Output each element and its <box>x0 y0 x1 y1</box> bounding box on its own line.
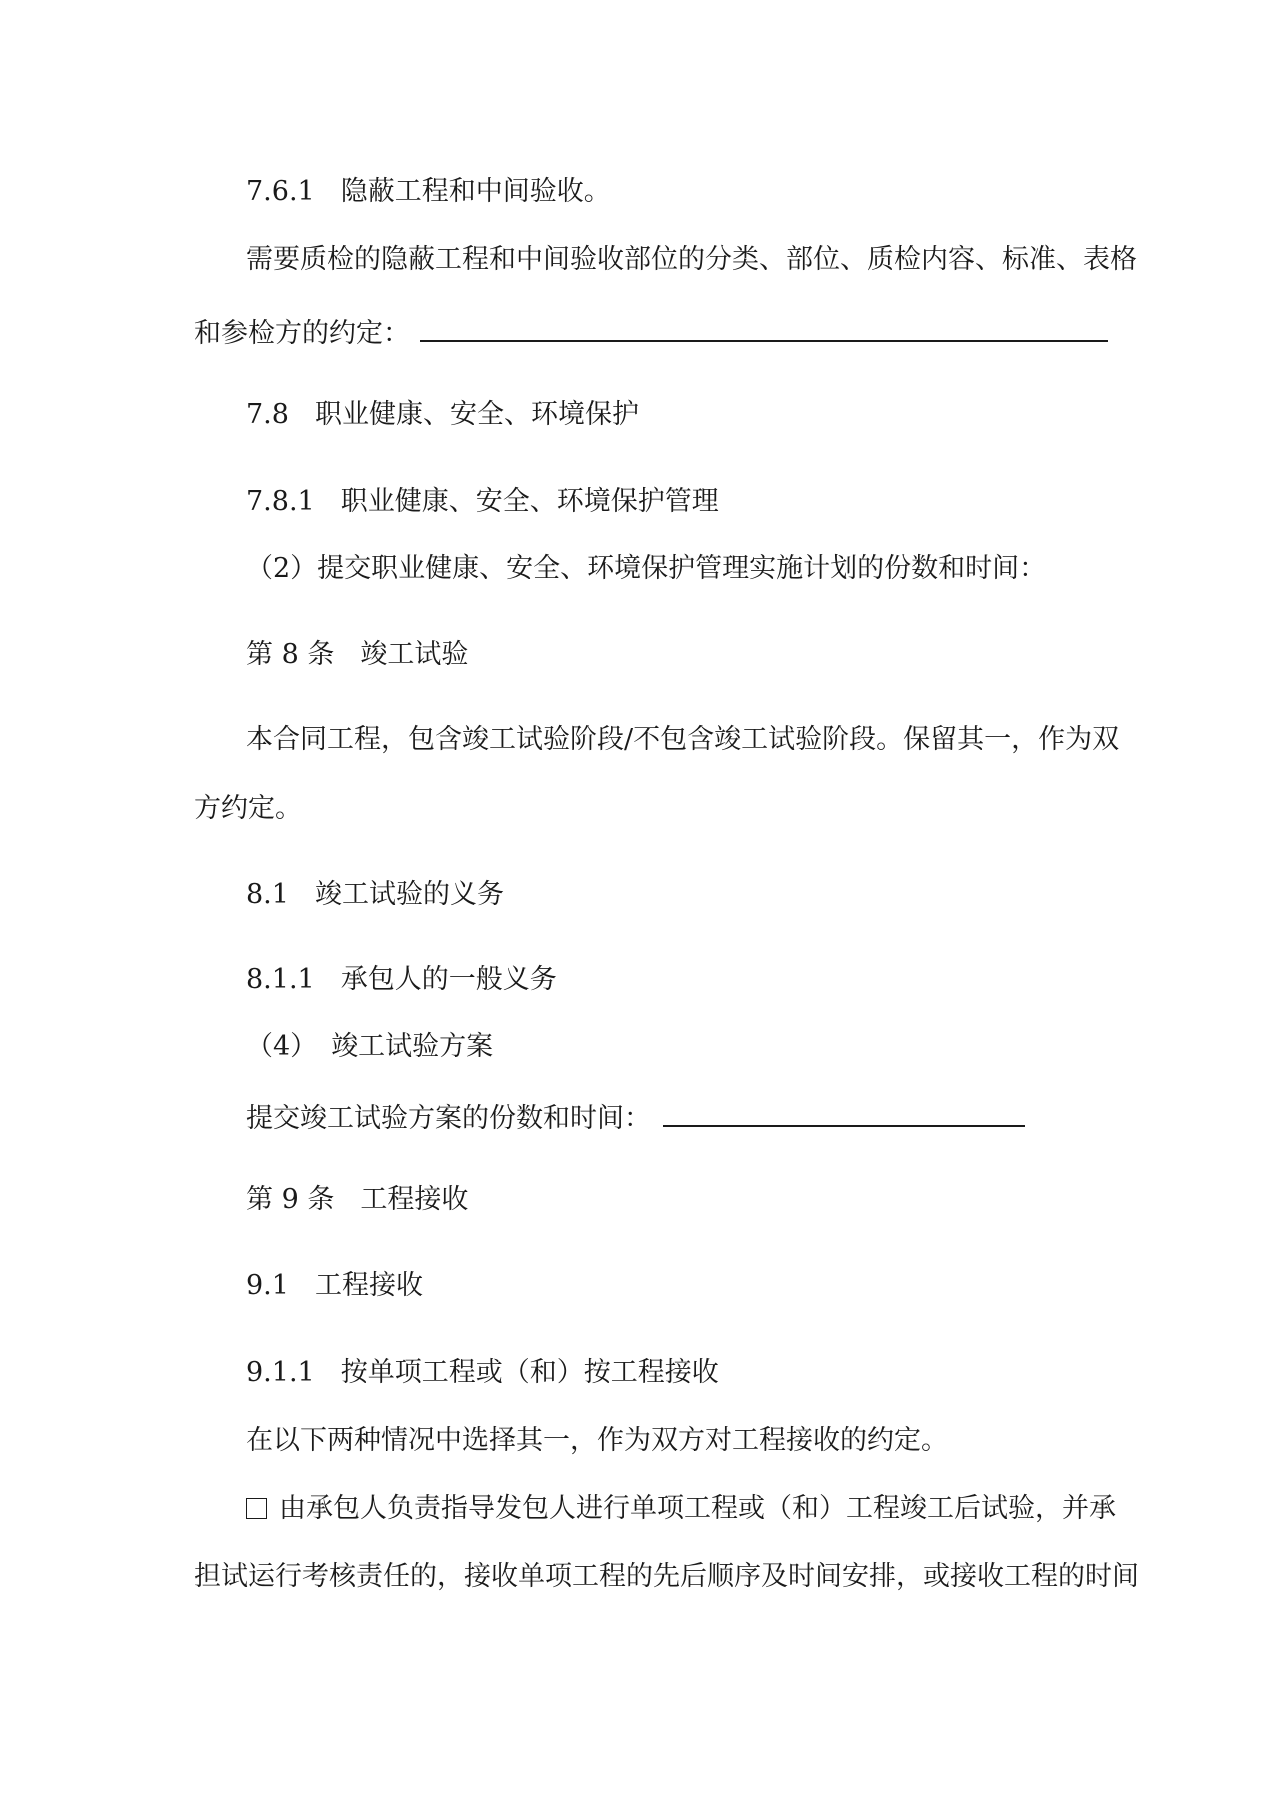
section-title: 竣工试验的义务 <box>314 879 504 910</box>
item-title: 竣工试验方案 <box>331 1031 494 1062</box>
section-7-8-1-heading <box>246 482 719 522</box>
paragraph-9-1-1-intro: 在以下两种情况中选择其一，作为双方对工程接收的约定。 <box>246 1425 948 1456</box>
paragraph-text: 和参检方的约定： <box>194 318 410 349</box>
section-title: 工程接收 <box>314 1270 423 1301</box>
section-8-1-heading <box>246 875 504 915</box>
item-number: （4） <box>246 1031 318 1062</box>
article-number: 第 9 条 <box>246 1184 335 1215</box>
article-9-heading <box>246 1180 468 1220</box>
section-title: 职业健康、安全、环境保护管理 <box>340 486 719 517</box>
section-number: 7.6.1 <box>246 176 315 207</box>
fill-in-blank[interactable] <box>663 1095 1025 1127</box>
option-checkbox[interactable] <box>246 1498 267 1519</box>
section-number: 8.1.1 <box>246 964 315 995</box>
section-number: 7.8.1 <box>246 486 315 517</box>
item-4-heading <box>246 1027 493 1067</box>
article-title: 竣工试验 <box>360 639 469 670</box>
section-7-6-1-heading <box>246 172 611 212</box>
article-title: 工程接收 <box>360 1184 469 1215</box>
section-number: 7.8 <box>246 399 289 430</box>
section-number: 9.1.1 <box>246 1357 315 1388</box>
fill-in-blank[interactable] <box>420 310 1108 342</box>
section-title: 职业健康、安全、环境保护 <box>314 399 639 430</box>
section-8-1-1-heading <box>246 960 557 1000</box>
section-number: 9.1 <box>246 1270 289 1301</box>
paragraph-text: 提交竣工试验方案的份数和时间： <box>246 1103 651 1134</box>
option-1-line-1 <box>246 1489 1116 1529</box>
option-text: 由承包人负责指导发包人进行单项工程或（和）工程竣工后试验，并承 <box>279 1493 1116 1524</box>
section-number: 8.1 <box>246 879 289 910</box>
paragraph-7-6-1-line-2 <box>194 310 1108 354</box>
paragraph-8-line-2: 方约定。 <box>194 793 302 824</box>
paragraph-8-line-1: 本合同工程，包含竣工试验阶段/不包含竣工试验阶段。保留其一，作为双 <box>246 724 1120 755</box>
section-9-1-1-heading <box>246 1353 719 1393</box>
section-9-1-heading <box>246 1266 423 1306</box>
section-7-8-heading <box>246 395 639 435</box>
option-1-line-2: 担试运行考核责任的，接收单项工程的先后顺序及时间安排，或接收工程的时间 <box>194 1561 1139 1592</box>
item-2-text: （2）提交职业健康、安全、环境保护管理实施计划的份数和时间： <box>246 553 1047 584</box>
section-title: 隐蔽工程和中间验收。 <box>340 176 611 207</box>
section-title: 按单项工程或（和）按工程接收 <box>340 1357 719 1388</box>
submit-plan-line <box>246 1095 1025 1139</box>
section-title: 承包人的一般义务 <box>340 964 557 995</box>
article-8-heading <box>246 635 468 675</box>
paragraph-7-6-1-line-1: 需要质检的隐蔽工程和中间验收部位的分类、部位、质检内容、标准、表格 <box>246 244 1137 275</box>
article-number: 第 8 条 <box>246 639 335 670</box>
